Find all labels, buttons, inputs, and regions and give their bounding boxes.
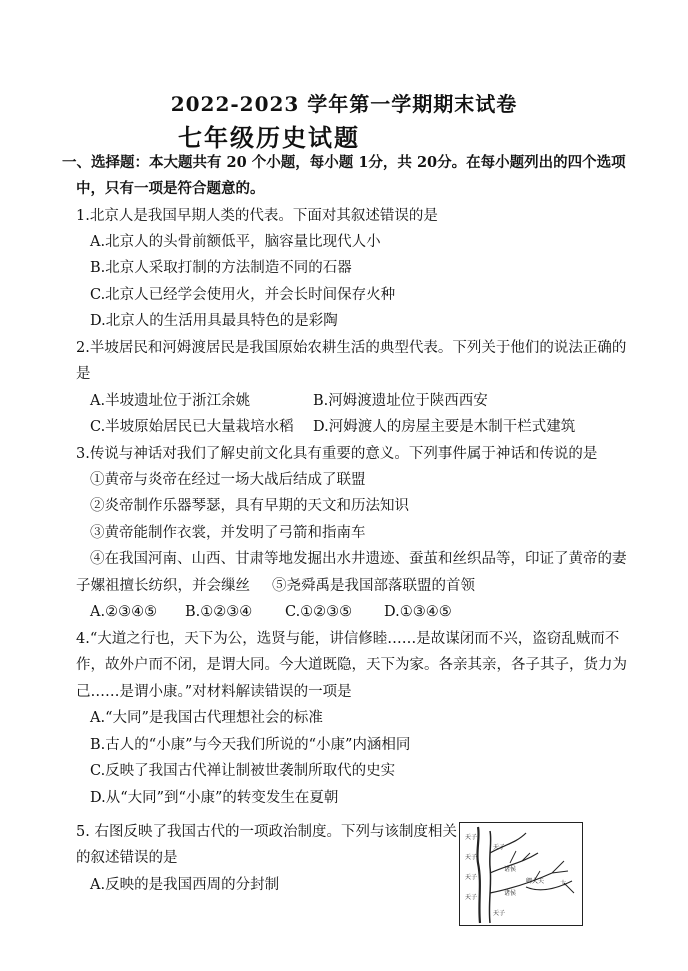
q5-stem-line1: 5. 右图反映了我国古代的一项政治制度。下列与该制度相关 [76, 824, 457, 840]
figure-label-3: 天子 [465, 874, 478, 881]
q2-option-a: A.半坡遗址位于浙江余姚 [90, 393, 251, 409]
figure-label-8: 诸侯 [504, 890, 517, 897]
q4-option-d: D.从“大同”到“小康”的转变发生在夏朝 [90, 790, 339, 806]
section-instruction-line2: 中，只有一项是符合题意的。 [76, 180, 265, 197]
figure-label-7: 诸侯 [504, 866, 517, 873]
q2-stem-line2: 是 [76, 366, 91, 382]
q4-option-b: B.古人的“小康”与今天我们所说的“小康”内涵相同 [90, 737, 411, 753]
figure-label-9: 卿大夫 [526, 878, 545, 885]
twigs [552, 861, 574, 893]
q3-option-a: A.②③④⑤ [90, 604, 158, 620]
q3-statement-4b: 子嫘祖擅长纺织，并会缫丝 [76, 578, 250, 594]
feudal-tree-figure [459, 822, 583, 926]
figure-label-4: 天子 [465, 894, 478, 901]
figure-label-10: 士 [560, 880, 567, 887]
q3-stem: 3.传说与神话对我们了解史前文化具有重要的意义。下列事件属于神话和传说的是 [76, 446, 598, 462]
q1-option-d: D.北京人的生活用具最具特色的是彩陶 [90, 313, 338, 329]
q3-option-d: D.①③④⑤ [384, 604, 452, 620]
q3-statement-4a: ④在我国河南、山西、甘肃等地发掘出水井遗迹、蚕茧和丝织品等，印证了黄帝的妻 [90, 551, 627, 567]
figure-label-5: 天子 [493, 844, 506, 851]
q4-option-c: C.反映了我国古代禅让制被世袭制所取代的史实 [90, 763, 396, 779]
q3-statement-1: ①黄帝与炎帝在经过一场大战后结成了联盟 [90, 472, 366, 488]
q4-stem-line1: 4.“大道之行也，天下为公，选贤与能，讲信修睦……是故谋闭而不兴，盗窃乱贼而不 [76, 631, 620, 647]
q4-option-a: A.“大同”是我国古代理想社会的标准 [90, 710, 323, 726]
q2-option-b: B.河姆渡遗址位于陕西西安 [313, 393, 488, 409]
section-instruction-line1: 一、选择题：本大题共有 20 个小题，每小题 1分，共 20分。在每小题列出的四个选项 [62, 154, 626, 171]
q4-stem-line2: 作，故外户而不闭，是谓大同。今大道既隐，天下为家。各亲其亲，各子其子，货力为 [76, 657, 627, 673]
q1-option-a: A.北京人的头骨前额低平，脑容量比现代人小 [90, 234, 381, 250]
exam-title: 2022-2023 学年第一学期期末试卷 [170, 92, 518, 116]
q2-option-c: C.半坡原始居民已大量栽培水稻 [90, 419, 294, 435]
q1-stem: 1.北京人是我国早期人类的代表。下面对其叙述错误的是 [76, 208, 438, 224]
q5-option-a: A.反映的是我国西周的分封制 [90, 877, 280, 893]
tree-trunk [477, 827, 480, 923]
tree-trunk-right [489, 831, 490, 923]
q3-statement-3: ③黄帝能制作衣裳，并发明了弓箭和指南车 [90, 525, 366, 541]
q4-stem-line3: 己……是谓小康。”对材料解读错误的一项是 [76, 684, 352, 700]
figure-label-1: 天子 [465, 834, 478, 841]
q3-option-b: B.①②③④ [185, 604, 253, 620]
q1-option-c: C.北京人已经学会使用火，并会长时间保存火种 [90, 287, 396, 303]
q2-stem-line1: 2.半坡居民和河姆渡居民是我国原始农耕生活的典型代表。下列关于他们的说法正确的 [76, 340, 627, 356]
q1-option-b: B.北京人采取打制的方法制造不同的石器 [90, 260, 352, 276]
q2-option-d: D.河姆渡人的房屋主要是木制干栏式建筑 [313, 419, 576, 435]
q3-statement-2: ②炎帝制作乐器琴瑟，具有早期的天文和历法知识 [90, 498, 409, 514]
q5-stem-line2: 的叙述错误的是 [76, 850, 178, 866]
figure-label-6: 天子 [493, 910, 506, 917]
exam-subtitle: 七年级历史试题 [178, 123, 360, 152]
figure-label-2: 天子 [465, 854, 478, 861]
feudal-tree-drawing [460, 823, 581, 924]
q3-statement-5: ⑤尧舜禹是我国部落联盟的首领 [272, 578, 475, 594]
q3-option-c: C.①②③⑤ [285, 604, 353, 620]
